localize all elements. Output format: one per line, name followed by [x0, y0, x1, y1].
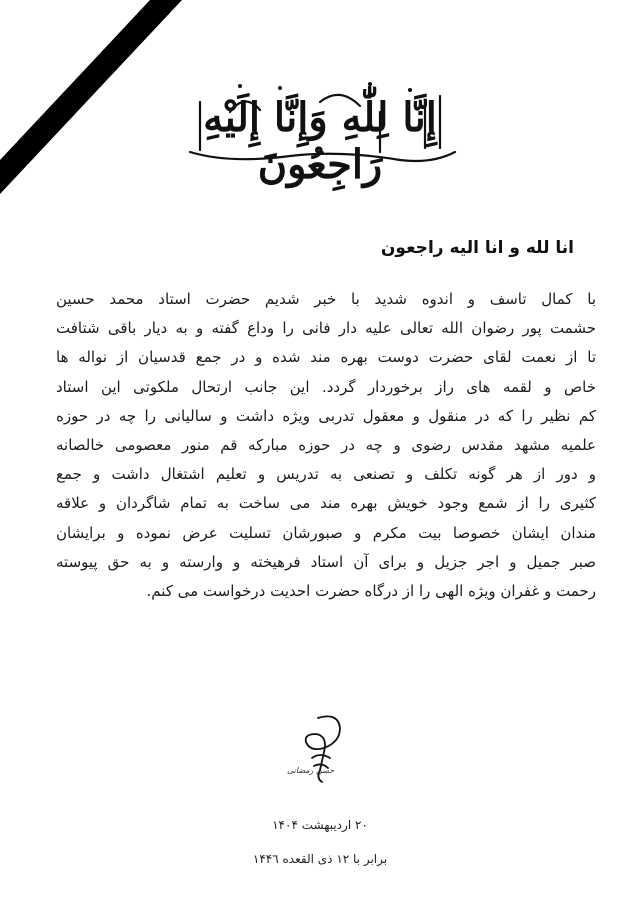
- body-line: علمیه مشهد مقدس رضوی و چه در حوزه مبارکه قم منور معصومی خالصانه: [56, 436, 596, 455]
- body-line: صبر جمیل و اجر جزیل و برای آن استاد فرهیخته و وارسته و به حق پیوسته: [56, 552, 596, 571]
- body-line: خاص و لقمه های راز برخوردار گردد. این جانب ارتحال ملکوتی این استاد: [56, 377, 596, 396]
- body-line: و دور از هر گونه تکلف و تصنعی به تدریس و تعلیم اشتغال داشت و جمع: [56, 465, 596, 484]
- lunar-date: برابر با ۱۲ ذی القعده ۱۴۴٦: [252, 852, 388, 866]
- calligraphy-header: [170, 72, 470, 188]
- letter-body: [56, 285, 596, 606]
- body-line: تا از نعمت لقای حضرت دوست بهره مند شده و در جمع قدسیان از نواله ها: [56, 348, 596, 367]
- solar-date: ۲۰ اردیبهشت ۱۴۰۴: [272, 818, 368, 832]
- calligraphy-verse: إِنَّا لِلّٰهِ وَإِنَّا إِلَيْهِ رَاجِعُونَ: [203, 94, 437, 188]
- body-line: کم نظیر را که در منقول و معقول تدربی ویژه داشت و سالیانی را چه در حوزه: [56, 406, 596, 425]
- body-line: با کمال تاسف و اندوه شدید با خبر شدیم حضرت استاد محمد حسین: [56, 290, 596, 308]
- handwritten-signature: [280, 712, 360, 792]
- body-line: کثیری را از شمع وجود خویش بهره مند می ساخت به تمام شاگردان و علاقه: [56, 494, 596, 513]
- body-line: حشمت پور رضوان الله تعالی علیه دار فانی را وداع گفته و به دیار باقی شتافت: [56, 319, 596, 338]
- body-line: رحمت و غفران ویژه الهی را از درگاه حضرت احدیت درخواست می کنم.: [146, 582, 596, 601]
- signer-name: حسن رمضانی: [287, 766, 335, 775]
- letter-heading: انا لله و انا اليه راجعون: [380, 238, 574, 258]
- body-line: مندان ایشان خصوصا بیت مکرم و صبورشان تسلیت عرض نموده و برایشان: [56, 523, 596, 542]
